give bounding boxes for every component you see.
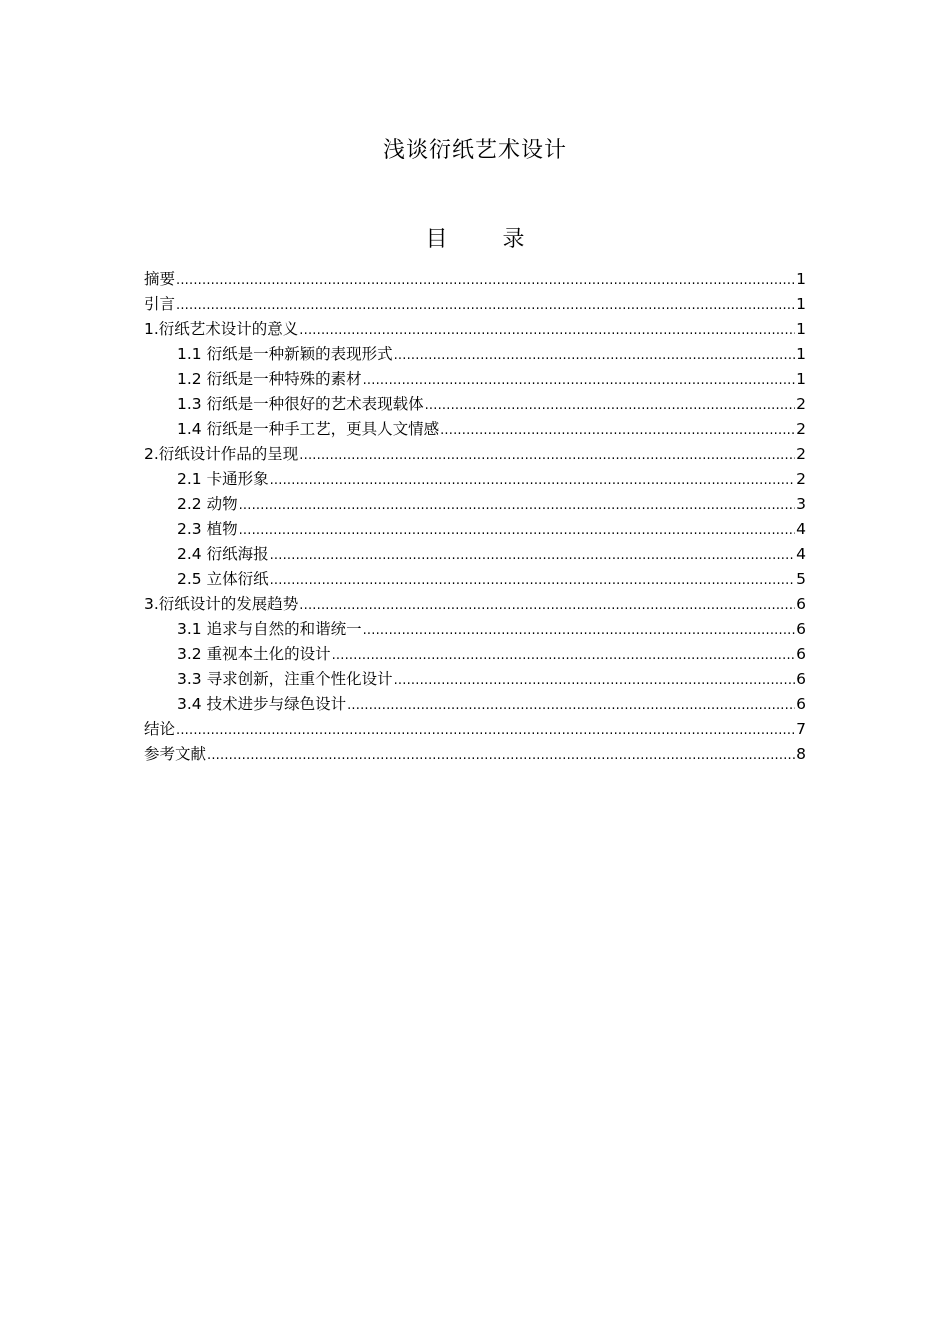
table-of-contents (144, 267, 806, 767)
toc-entry-section-1[interactable] (144, 317, 806, 342)
toc-leader-dots (270, 468, 796, 493)
toc-entry-label: 1.1 衍纸是一种新颖的表现形式 (177, 345, 393, 363)
toc-entry-page: 6 (796, 695, 806, 713)
toc-entry-page: 2 (796, 445, 806, 463)
toc-entry-page: 7 (796, 720, 806, 738)
toc-leader-dots (299, 593, 795, 618)
toc-entry-label: 1.2 衍纸是一种特殊的素材 (177, 370, 362, 388)
toc-heading (0, 226, 950, 254)
toc-leader-dots (347, 693, 795, 718)
toc-entry-label: 3.3 寻求创新，注重个性化设计 (177, 670, 393, 688)
toc-entry-page: 1 (796, 295, 806, 313)
toc-entry-page: 6 (796, 620, 806, 638)
toc-leader-dots (176, 718, 795, 743)
toc-entry-page: 6 (796, 595, 806, 613)
toc-entry-section-2-3[interactable] (144, 517, 806, 542)
toc-entry-label: 3.4 技术进步与绿色设计 (177, 695, 347, 713)
toc-entry-page: 2 (796, 395, 806, 413)
toc-entry-page: 2 (796, 420, 806, 438)
toc-entry-page: 3 (796, 495, 806, 513)
toc-entry-label: 2.4 衍纸海报 (177, 545, 269, 563)
toc-leader-dots (176, 293, 795, 318)
toc-leader-dots (239, 518, 796, 543)
toc-leader-dots (270, 568, 796, 593)
toc-leader-dots (270, 543, 796, 568)
toc-entry-page: 6 (796, 670, 806, 688)
toc-entry-page: 8 (796, 745, 806, 763)
toc-entry-section-2-4[interactable] (144, 542, 806, 567)
toc-entry-section-3-4[interactable] (144, 692, 806, 717)
toc-entry-label: 2.1 卡通形象 (177, 470, 269, 488)
toc-entry-introduction[interactable] (144, 292, 806, 317)
toc-leader-dots (239, 493, 796, 518)
toc-entry-page: 1 (796, 345, 806, 363)
toc-leader-dots (299, 318, 795, 343)
toc-leader-dots (394, 668, 796, 693)
toc-entry-abstract[interactable] (144, 267, 806, 292)
toc-leader-dots (299, 443, 795, 468)
toc-entry-page: 2 (796, 470, 806, 488)
toc-entry-section-3-3[interactable] (144, 667, 806, 692)
toc-entry-label: 3.衍纸设计的发展趋势 (144, 595, 299, 613)
toc-entry-label: 2.5 立体衍纸 (177, 570, 269, 588)
toc-entry-section-3-2[interactable] (144, 642, 806, 667)
toc-entry-label: 引言 (144, 295, 176, 313)
toc-entry-label: 摘要 (144, 270, 176, 288)
toc-leader-dots (394, 343, 796, 368)
toc-entry-label: 1.4 衍纸是一种手工艺，更具人文情感 (177, 420, 440, 438)
toc-entry-label: 1.衍纸艺术设计的意义 (144, 320, 299, 338)
toc-leader-dots (176, 268, 795, 293)
toc-entry-label: 参考文献 (144, 745, 207, 763)
toc-entry-page: 1 (796, 320, 806, 338)
toc-entry-section-1-4[interactable] (144, 417, 806, 442)
toc-entry-page: 6 (796, 645, 806, 663)
toc-entry-page: 5 (796, 570, 806, 588)
toc-entry-label: 3.2 重视本土化的设计 (177, 645, 331, 663)
toc-entry-references[interactable] (144, 742, 806, 767)
toc-entry-section-2[interactable] (144, 442, 806, 467)
toc-heading-text: 目 录 (425, 227, 549, 252)
toc-entry-label: 3.1 追求与自然的和谐统一 (177, 620, 362, 638)
toc-leader-dots (363, 618, 796, 643)
toc-entry-section-2-5[interactable] (144, 567, 806, 592)
toc-entry-section-3-1[interactable] (144, 617, 806, 642)
toc-entry-section-1-2[interactable] (144, 367, 806, 392)
toc-entry-section-2-1[interactable] (144, 467, 806, 492)
toc-entry-label: 2.衍纸设计作品的呈现 (144, 445, 299, 463)
toc-entry-label: 2.2 动物 (177, 495, 238, 513)
toc-leader-dots (425, 393, 796, 418)
toc-entry-conclusion[interactable] (144, 717, 806, 742)
toc-entry-section-3[interactable] (144, 592, 806, 617)
toc-entry-section-1-3[interactable] (144, 392, 806, 417)
toc-leader-dots (332, 643, 796, 668)
toc-entry-page: 1 (796, 370, 806, 388)
toc-leader-dots (363, 368, 796, 393)
toc-entry-section-2-2[interactable] (144, 492, 806, 517)
toc-entry-page: 4 (796, 520, 806, 538)
toc-entry-label: 1.3 衍纸是一种很好的艺术表现载体 (177, 395, 424, 413)
document-title: 浅谈衍纸艺术设计 (382, 138, 567, 163)
toc-entry-page: 1 (796, 270, 806, 288)
toc-entry-label: 2.3 植物 (177, 520, 238, 538)
toc-leader-dots (207, 743, 795, 768)
toc-entry-page: 4 (796, 545, 806, 563)
toc-entry-label: 结论 (144, 720, 176, 738)
toc-leader-dots (440, 418, 795, 443)
toc-entry-section-1-1[interactable] (144, 342, 806, 367)
